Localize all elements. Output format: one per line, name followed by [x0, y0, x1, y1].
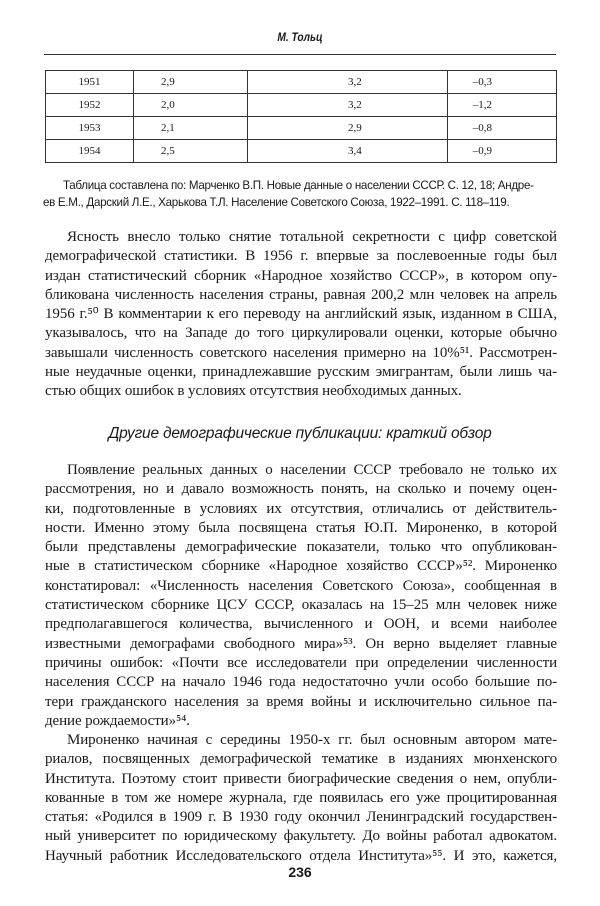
text-line: ки, подготовленные в условиях их отсутствия, отличались от действитель-	[45, 500, 557, 517]
table-cell: 2,1	[134, 117, 248, 140]
text-line: ные в статистическом сборнике «Народное хозяйство СССР»⁵². Мироненко	[45, 558, 557, 575]
text-line: ный университет по юридическому факультету. До войны работал адвокатом.	[45, 828, 557, 845]
text-line: Научный работник Исследовательского отдела Института»⁵⁵. И это, кажется,	[45, 847, 557, 864]
text-line: были представлены демографические показатели, только что опубликован-	[45, 539, 557, 556]
table-cell: –0,8	[448, 117, 557, 140]
text-line: статистическом сборнике ЦСУ СССР, оказалась на 15–25 млн человек ниже	[45, 597, 557, 614]
text-line: риалов, посвященных демографической тематике в изданиях мюнхенского	[45, 751, 557, 768]
table-cell: 3,4	[248, 140, 448, 163]
running-header: М. Тольц	[277, 30, 323, 44]
table-cell-year: 1953	[46, 117, 134, 140]
header-rule	[44, 54, 556, 55]
text-line: Института. Поэтому стоит привести биографические сведения о нем, опубли-	[45, 770, 557, 787]
population-table	[45, 70, 557, 163]
text-line: Ясность внесло только снятие тотальной секретности с цифр советской	[67, 229, 557, 245]
table-cell: 2,0	[134, 94, 248, 117]
text-line: предполагавшегося количества, вычисленного и ООН, и всеми наиболее	[45, 616, 557, 633]
text-line: издан статистический сборник «Народное хозяйство СССР», в котором опу-	[45, 267, 557, 284]
text-line: 1956 г.⁵⁰ В комментарии к его переводу на английский язык, изданном в США,	[45, 306, 557, 323]
table-cell-year: 1951	[46, 71, 134, 94]
table-cell: 2,9	[248, 117, 448, 140]
text-line: ности. Именно этому была посвящена статья Ю.П. Мироненко, в которой	[45, 519, 557, 536]
text-line: констатировал: «Численность населения Советского Союза», сообщенная в	[45, 577, 557, 594]
table-cell: –1,2	[448, 94, 557, 117]
table-row	[46, 140, 557, 163]
table-row	[46, 94, 557, 117]
table-cell: 3,2	[248, 71, 448, 94]
text-line: бликована численность населения страны, равная 200,2 млн человек на апрель	[45, 286, 557, 303]
text-line: причины ошибок: «Почти все исследователи при определении численности	[45, 654, 557, 671]
table-cell-year: 1952	[46, 94, 134, 117]
table-cell: 3,2	[248, 94, 448, 117]
text-line: кованные в том же номере журнала, где появилась его уже процитированная	[45, 789, 557, 806]
table-row	[46, 71, 557, 94]
text-line: дение рождаемости»⁵⁴.	[45, 712, 190, 729]
table-cell-year: 1954	[46, 140, 134, 163]
paragraph-overview	[45, 461, 557, 731]
text-line: тери гражданского населения за время войны и исключительно сильное па-	[45, 693, 557, 710]
text-line: населения СССР на начало 1946 года недостаточно учли особо большие по-	[45, 674, 557, 691]
text-line: завышали численность советского населения примерно на 10%⁵¹. Рассмотрен-	[45, 344, 557, 361]
table-row	[46, 117, 557, 140]
table-source-note	[43, 177, 543, 211]
section-title: Другие демографические публикации: краткий обзор	[108, 425, 492, 442]
source-line: Таблица составлена по: Марченко В.П. Новые данные о населении СССР. С. 12, 18; Андре-	[63, 179, 534, 192]
text-line: Появление реальных данных о населении СССР требовало не только их	[67, 462, 557, 478]
paragraph-mironenko	[45, 731, 557, 866]
text-line: Мироненко начиная с середины 1950-х гг. был основным автором мате-	[67, 732, 557, 748]
page-number: 236	[288, 864, 312, 880]
text-line: указывалось, что на Западе до того циркулировали оценки, которые обычно	[45, 325, 557, 342]
text-line: стью общих ошибок в условиях отсутствия необходимых данных.	[45, 383, 462, 400]
paragraph-statistics	[45, 228, 557, 402]
table-cell: –0,3	[448, 71, 557, 94]
table-cell: –0,9	[448, 140, 557, 163]
text-line: известными демографами свободного мира»⁵³. Он верно выделяет главные	[45, 635, 557, 652]
text-line: статья: «Родился в 1909 г. В 1930 году окончил Ленинградский государствен-	[45, 809, 557, 826]
table-cell: 2,5	[134, 140, 248, 163]
table-cell: 2,9	[134, 71, 248, 94]
source-line: ев Е.М., Дарский Л.Е., Харькова Т.Л. Население Советского Союза, 1922–1991. С. 118–119.	[43, 196, 510, 209]
text-line: демографической статистики. В 1956 г. впервые за послевоенные годы был	[45, 248, 557, 265]
text-line: ные неудачные оценки, принадлежавшие русским эмигрантам, были лишь ча-	[45, 364, 557, 381]
text-line: рассмотрения, но и давало возможность понять, на сколько и почему оцен-	[45, 481, 557, 498]
